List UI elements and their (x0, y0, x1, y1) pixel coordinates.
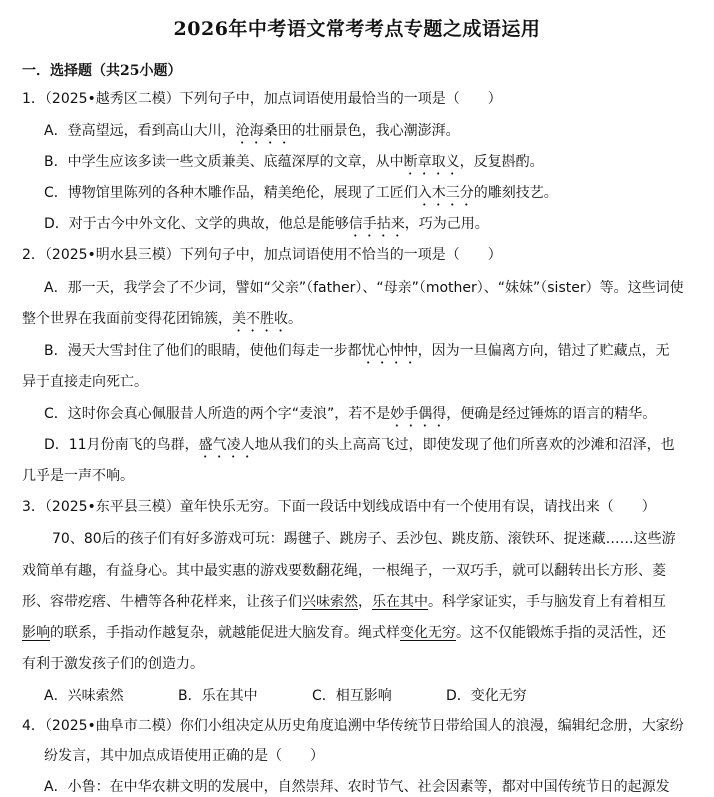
q3-option-b: B．乐在其中 (178, 688, 258, 704)
q1-b-marked-word: 断章取义 (403, 154, 460, 170)
q2-c-marked-word: 妙手偶得 (390, 406, 447, 422)
q3-stem: 3．（2025•东平县三模）童年快乐无穷。下面一段话中划线成语中有一个使用有误，请找出来（ ） (22, 499, 656, 515)
q1-d-marked-word: 信手拈来 (348, 216, 405, 232)
q2-option-d-line2: 几乎是一声不响。 (22, 468, 134, 484)
q1-a-marked-word: 沧海桑田 (235, 123, 292, 139)
document-title: 2026年中考语文常考考点专题之成语运用 (173, 18, 541, 40)
q1-c-marked-word: 入木三分 (417, 185, 474, 201)
q4-stem-line1: 4．（2025•曲阜市二模）你们小组决定从历史角度追溯中华传统节日带给国人的浪漫，编辑纪念册，大家纷 (22, 718, 684, 734)
q1-option-c: C．博物馆里陈列的各种木雕作品，精美绝伦，展现了工匠们入木三分的雕刻技艺。 (44, 185, 558, 201)
q2-option-b-line1: B．漫天大雪封住了他们的眼睛，使他们每走一步都忧心忡忡，因为一旦偏离方向，错过了贮藏点，无 (44, 343, 670, 359)
q2-option-a-line1: A．那一天，我学会了不少词，譬如“父亲”（father）、“母亲”（mother）、“妹妹”（sister）等。这些词使 (44, 280, 684, 296)
q3-options (44, 686, 580, 706)
q3-passage-line3: 形、容带疙瘩、牛槽等各种花样来，让孩子们兴味索然，乐在其中。科学家证实，手与脑发育上有着相互 (22, 594, 666, 610)
q4-stem-line2: 纷发言，其中加点成语使用正确的是（ ） (44, 748, 324, 764)
q3-passage-line2: 戏简单有趣，有益身心。其中最实惠的游戏要数翻花绳，一根绳子，一双巧手，就可以翻转出长方形、菱 (22, 563, 666, 579)
q3-underlined-idiom-1: 兴味索然 (302, 594, 358, 610)
q3-option-d: D．变化无穷 (446, 688, 527, 704)
q2-option-c: C．这时你会真心佩服昔人所造的两个字“麦浪”，若不是妙手偶得，便确是经过锤炼的语言的精华。 (44, 406, 657, 422)
q3-passage-line1: 70、80后的孩子们有好多游戏可玩：踢毽子、跳房子、丢沙包、跳皮筋、滚铁环、捉迷藏……这些游 (52, 531, 676, 547)
q2-b-marked-word: 忧心忡忡 (361, 343, 418, 359)
q1-stem: 1．（2025•越秀区二模）下列句子中，加点词语使用最恰当的一项是（ ） (22, 91, 502, 107)
q2-a-marked-word: 美不胜收 (232, 311, 288, 327)
q2-option-a-line2: 整个世界在我面前变得花团锦簇，美不胜收。 (22, 311, 302, 327)
q3-option-a: A．兴味索然 (44, 688, 124, 704)
q3-passage-line5: 有利于激发孩子们的创造力。 (22, 656, 204, 672)
q1-option-a: A．登高望远，看到高山大川，沧海桑田的壮丽景色，我心潮澎湃。 (44, 123, 460, 139)
q1-option-d: D．对于古今中外文化、文学的典故，他总是能够信手拈来，巧为己用。 (44, 216, 489, 232)
q3-underlined-idiom-3: 影响 (22, 625, 50, 641)
q3-underlined-idiom-2: 乐在其中 (372, 594, 428, 610)
q3-underlined-idiom-4: 变化无穷 (400, 625, 456, 641)
q1-option-b: B．中学生应该多读一些文质兼美、底蕴深厚的文章，从中断章取义，反复斟酌。 (44, 154, 544, 170)
section-heading: 一．选择题（共25小题） (22, 63, 182, 79)
q2-stem: 2．（2025•明水县三模）下列句子中，加点词语使用不恰当的一项是（ ） (22, 247, 502, 263)
q2-d-marked-word: 盛气凌人 (198, 437, 255, 453)
q2-option-d-line1: D．11月份南飞的鸟群，盛气凌人地从我们的头上高高飞过，即使发现了他们所喜欢的沙滩和沼泽，也 (44, 437, 675, 453)
q2-option-b-line2: 异于直接走向死亡。 (22, 374, 148, 390)
q3-option-c: C．相互影响 (312, 688, 392, 704)
q3-passage-line4: 影响的联系，手指动作越复杂，就越能促进大脑发育。绳式样变化无穷。这不仅能锻炼手指的灵活性，还 (22, 625, 666, 641)
q4-option-a: A．小鲁：在中华农耕文明的发展中，自然崇拜、农时节气、社会因素等，都对中国传统节日的起源发 (44, 779, 670, 795)
